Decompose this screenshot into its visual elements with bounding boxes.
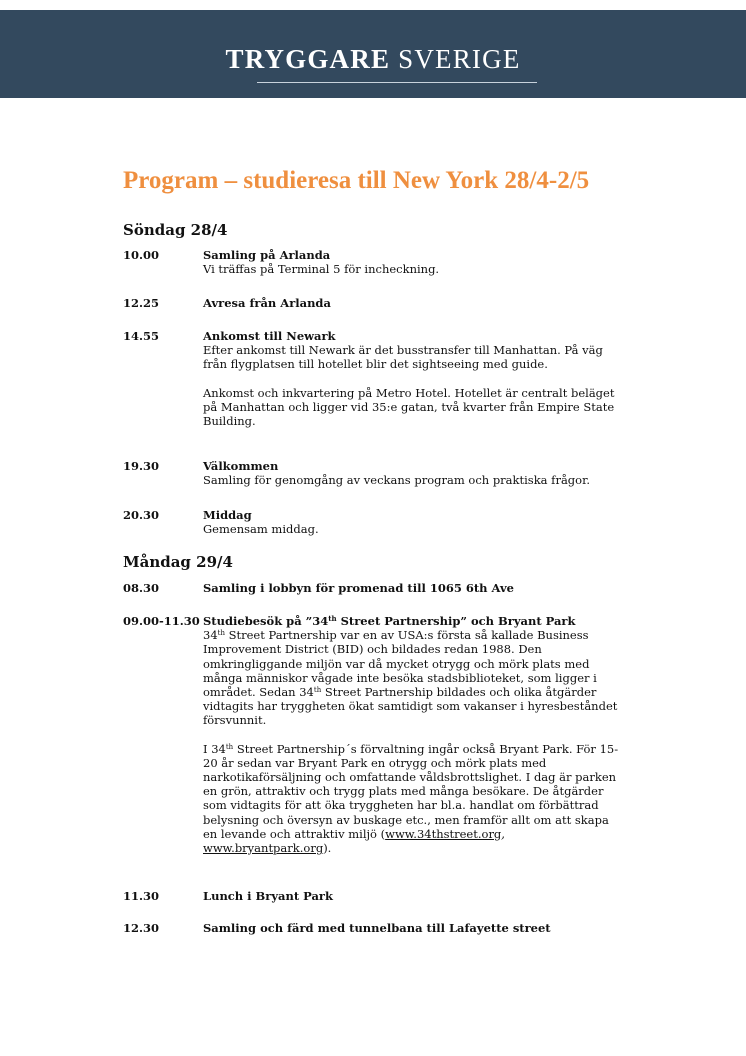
event-text: I 34th Street Partnership´s förvaltning ingår också Bryant Park. För 15-20 år sedan var Bryant Park en otrygg och mörk plats med narkotikaförsäljning och omfattande våldsbrottslighet. I dag är parken en grön, attraktiv och trygg plats med många besökare. De åtgärder som vidtagits för att öka tryggheten har bl.a. handlat om förbättrad belysning och översyn av buskage etc., men framför allt om att skapa en levande och attraktiv miljö (www.34thstreet.org, www.bryantpark.org). — [203, 741, 619, 856]
event-text: Gemensam middag. — [203, 522, 319, 537]
link-bryantpark[interactable]: www.bryantpark.org — [203, 841, 324, 856]
day-heading-monday: Måndag 29/4 — [123, 553, 233, 571]
event-time: 10.00 — [123, 248, 160, 262]
event-time: 12.25 — [123, 296, 160, 310]
event — [203, 459, 623, 487]
event-text: Ankomst och inkvartering på Metro Hotel. Hotellet är centralt beläget på Manhattan och ligger vid 35:e gatan, två kvarter från Empire State Building. — [203, 385, 615, 429]
event-heading: Välkommen — [203, 459, 279, 473]
event — [203, 329, 623, 428]
day-heading-sunday: Söndag 28/4 — [123, 221, 228, 239]
event-heading: Middag — [203, 508, 252, 522]
event — [203, 921, 623, 935]
event-time: 19.30 — [123, 459, 160, 473]
brand-underline — [257, 82, 537, 83]
event-heading: Samling och färd med tunnelbana till Lafayette street — [203, 921, 551, 935]
brand-bold: TRYGGARE — [225, 44, 391, 74]
event-heading: Samling på Arlanda — [203, 248, 331, 262]
event-heading: Samling i lobbyn för promenad till 1065 6th Ave — [203, 581, 514, 595]
event-heading: Ankomst till Newark — [203, 329, 336, 343]
event-heading: Avresa från Arlanda — [203, 296, 331, 310]
header-banner — [0, 10, 746, 98]
event-time: 20.30 — [123, 508, 160, 522]
event — [203, 296, 623, 310]
event-time: 14.55 — [123, 329, 160, 343]
event — [203, 508, 623, 536]
event-time: 12.30 — [123, 921, 160, 935]
event — [203, 889, 623, 903]
event-text: Samling för genomgång av veckans program och praktiska frågor. — [203, 473, 590, 488]
brand-logo — [0, 44, 746, 75]
event-time: 08.30 — [123, 581, 160, 595]
event — [203, 581, 623, 595]
event-text: Vi träffas på Terminal 5 för incheckning. — [203, 262, 440, 277]
brand-light: SVERIGE — [398, 44, 521, 74]
event — [203, 614, 623, 855]
event-time: 09.00-11.30 — [123, 614, 200, 628]
page-title: Program – studieresa till New York 28/4-2/5 — [123, 167, 590, 194]
event-heading: Lunch i Bryant Park — [203, 889, 333, 903]
link-34thstreet[interactable]: www.34thstreet.org — [385, 826, 502, 841]
event-text: 34th Street Partnership var en av USA:s första så kallade Business Improvement District (BID) och bildades redan 1988. Den omkringliggande miljön var då mycket otrygg och mörk plats med många människor vågade inte besöka stadsbiblioteket, som ligger i området. Sedan 34th Street Partnership bildades och olika åtgärder vidtagits har tryggheten ökat samtidigt som vakanser i hyresbeståndet försvunnit. — [203, 628, 618, 728]
event-heading: Studiebesök på ”34th Street Partnership” och Bryant Park — [203, 614, 576, 628]
event-text: Efter ankomst till Newark är det busstransfer till Manhattan. På väg från flygplatsen till hotellet blir det sightseeing med guide. — [203, 343, 603, 372]
event-time: 11.30 — [123, 889, 160, 903]
event — [203, 248, 623, 276]
